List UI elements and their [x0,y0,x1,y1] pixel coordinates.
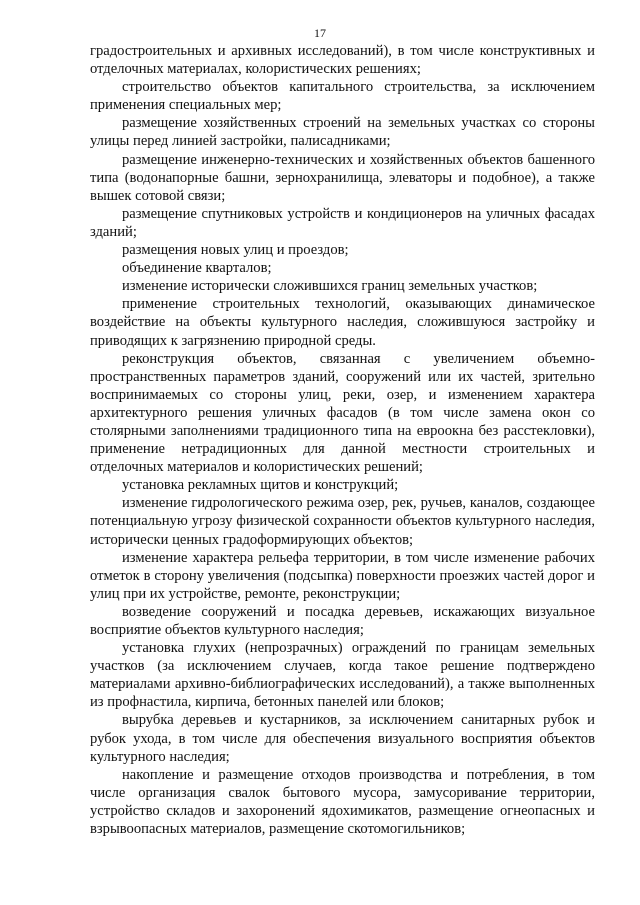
paragraph: размещение инженерно-технических и хозяйственных объектов башенного типа (водонапорные башни, зернохранилища, элеваторы и подобное), а также вышек сотовой связи; [90,151,595,204]
paragraph: размещение хозяйственных строений на земельных участках со стороны улицы перед линией застройки, палисадниками; [90,115,595,150]
paragraph: установка рекламных щитов и конструкций; [122,477,399,494]
document-body [90,42,595,838]
paragraph: размещение спутниковых устройств и кондиционеров на уличных фасадах зданий; [90,205,595,240]
paragraph: градостроительных и архивных исследований), в том числе конструктивных и отделочных материалах, колористических решениях; [90,43,595,78]
paragraph: изменение исторически сложившихся границ земельных участков; [122,278,538,295]
paragraph: объединение кварталов; [122,260,272,277]
paragraph: вырубка деревьев и кустарников, за исключением санитарных рубок и рубок ухода, в том числе для обеспечения визуального восприятия объектов культурного наследия; [90,712,595,765]
paragraph: возведение сооружений и посадка деревьев, искажающих визуальное восприятие объектов культурного наследия; [90,603,595,638]
paragraph: применение строительных технологий, оказывающих динамическое воздействие на объекты культурного наследия, сложившуюся застройку и приводящих к загрязнению природной среды. [90,296,595,349]
paragraph: установка глухих (непрозрачных) ограждений по границам земельных участков (за исключением случаев, когда такое решение подтверждено материалами архивно-библиографических исследований), а также выполненных из профнастила, кирпича, бетонных панелей или блоков; [90,640,595,711]
page-number: 17 [314,26,326,40]
paragraph: реконструкция объектов, связанная с увеличением объемно-пространственных параметров зданий, сооружений или их частей, зрительно воспринимаемых со стороны улиц, реки, озер, и изменением характера архитектурного решения уличных фасадов (в том числе замена окон со столярными заполнениями традиционного типа на евроокна без расстекловки), применение нетрадиционных для данной местности строительных и отделочных материалов и колористических решений; [90,350,595,476]
paragraph: накопление и размещение отходов производства и потребления, в том числе организация свалок бытового мусора, замусоривание территории, устройство складов и захоронений ядохимикатов, размещение огнеопасных и взрывоопасных материалов, размещение скотомогильников; [90,766,595,838]
paragraph: изменение гидрологического режима озер, рек, ручьев, каналов, создающее потенциальную угрозу физической сохранности объектов культурного наследия, исторически ценных градоформирующих объектов; [90,495,595,548]
paragraph: изменение характера рельефа территории, в том числе изменение рабочих отметок в сторону увеличения (подсыпка) поверхности проезжих частей дорог и улиц при их устройстве, ремонте, реконструкции; [90,549,595,602]
paragraph: размещения новых улиц и проездов; [122,242,349,259]
paragraph: строительство объектов капитального строительства, за исключением применения специальных мер; [90,79,595,114]
